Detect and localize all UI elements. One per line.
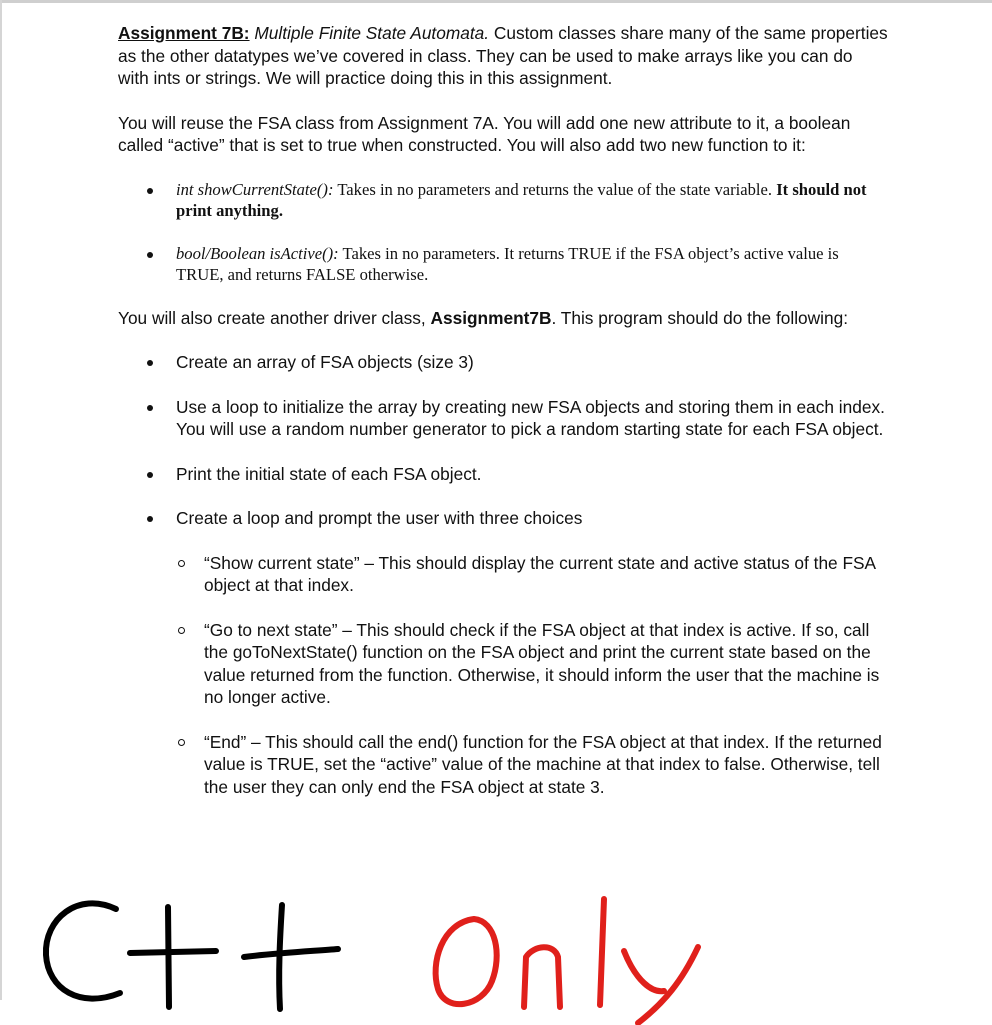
function-description: Takes in no parameters. It returns TRUE if the FSA object’s active value is TRUE, and returns FALSE otherwise. [176, 243, 839, 284]
step-item [118, 507, 888, 798]
intro-text: Custom classes share many of the same properties as the other datatypes we’ve covered in class. They can be used to make arrays like you can do with ints or strings. We will practice doing this in this assignment. [118, 23, 888, 88]
step-item: Print the initial state of each FSA object. [118, 463, 888, 486]
handwritten-cpp-text: C++ [48, 1015, 50, 1016]
intro-paragraph [118, 22, 888, 90]
reuse-paragraph: You will reuse the FSA class from Assignment 7A. You will add one new attribute to it, a boolean called “active” that is set to true when constructed. You will also add two new function to it: [118, 112, 851, 155]
page-left-edge [0, 0, 2, 1000]
function-list [118, 179, 888, 285]
driver-class-name: Assignment7B [430, 307, 552, 328]
handwritten-cpp [46, 903, 338, 1009]
function-signature: int showCurrentState(): [176, 179, 334, 199]
handwritten-note [38, 885, 738, 1025]
page-top-edge [0, 0, 992, 3]
choice-item: “End” – This should call the end() function for the FSA object at that index. If the returned value is TRUE, set the “active” value of the machine at that index to false. Otherwise, tell the user they can only end the FSA object at state 3. [176, 731, 888, 799]
function-note: It should not print anything. [176, 179, 867, 220]
step-item: Use a loop to initialize the array by creating new FSA objects and storing them in each index. You will use a random number generator to pick a random starting state for each FSA object. [118, 396, 888, 441]
function-signature: bool/Boolean isActive(): [176, 243, 339, 263]
step-text: Create a loop and prompt the user with three choices [176, 508, 583, 528]
function-description: Takes in no parameters and returns the value of the state variable. [333, 179, 777, 199]
handwritten-only [436, 899, 698, 1023]
choice-item: “Go to next state” – This should check if the FSA object at that index is active. If so, call the goToNextState() function on the FSA object and print the current state based on the value returned from the function. Otherwise, it should inform the user that the machine is no longer active. [176, 619, 888, 709]
function-item [118, 243, 888, 285]
assignment-subtitle: Multiple Finite State Automata. [254, 23, 490, 43]
driver-text: You will also create another driver class, [118, 307, 431, 328]
choice-item: “Show current state” – This should display the current state and active status of the FSA object at that index. [176, 552, 888, 597]
step-item: Create an array of FSA objects (size 3) [118, 351, 888, 374]
choices-list [176, 552, 888, 799]
driver-text-end: . This program should do the following: [551, 307, 849, 328]
steps-list [118, 351, 888, 798]
document-body [118, 22, 888, 820]
handwritten-only-text: Only [438, 1015, 441, 1016]
driver-paragraph [118, 307, 888, 330]
assignment-title: Assignment 7B: [118, 23, 250, 43]
function-item [118, 179, 888, 221]
